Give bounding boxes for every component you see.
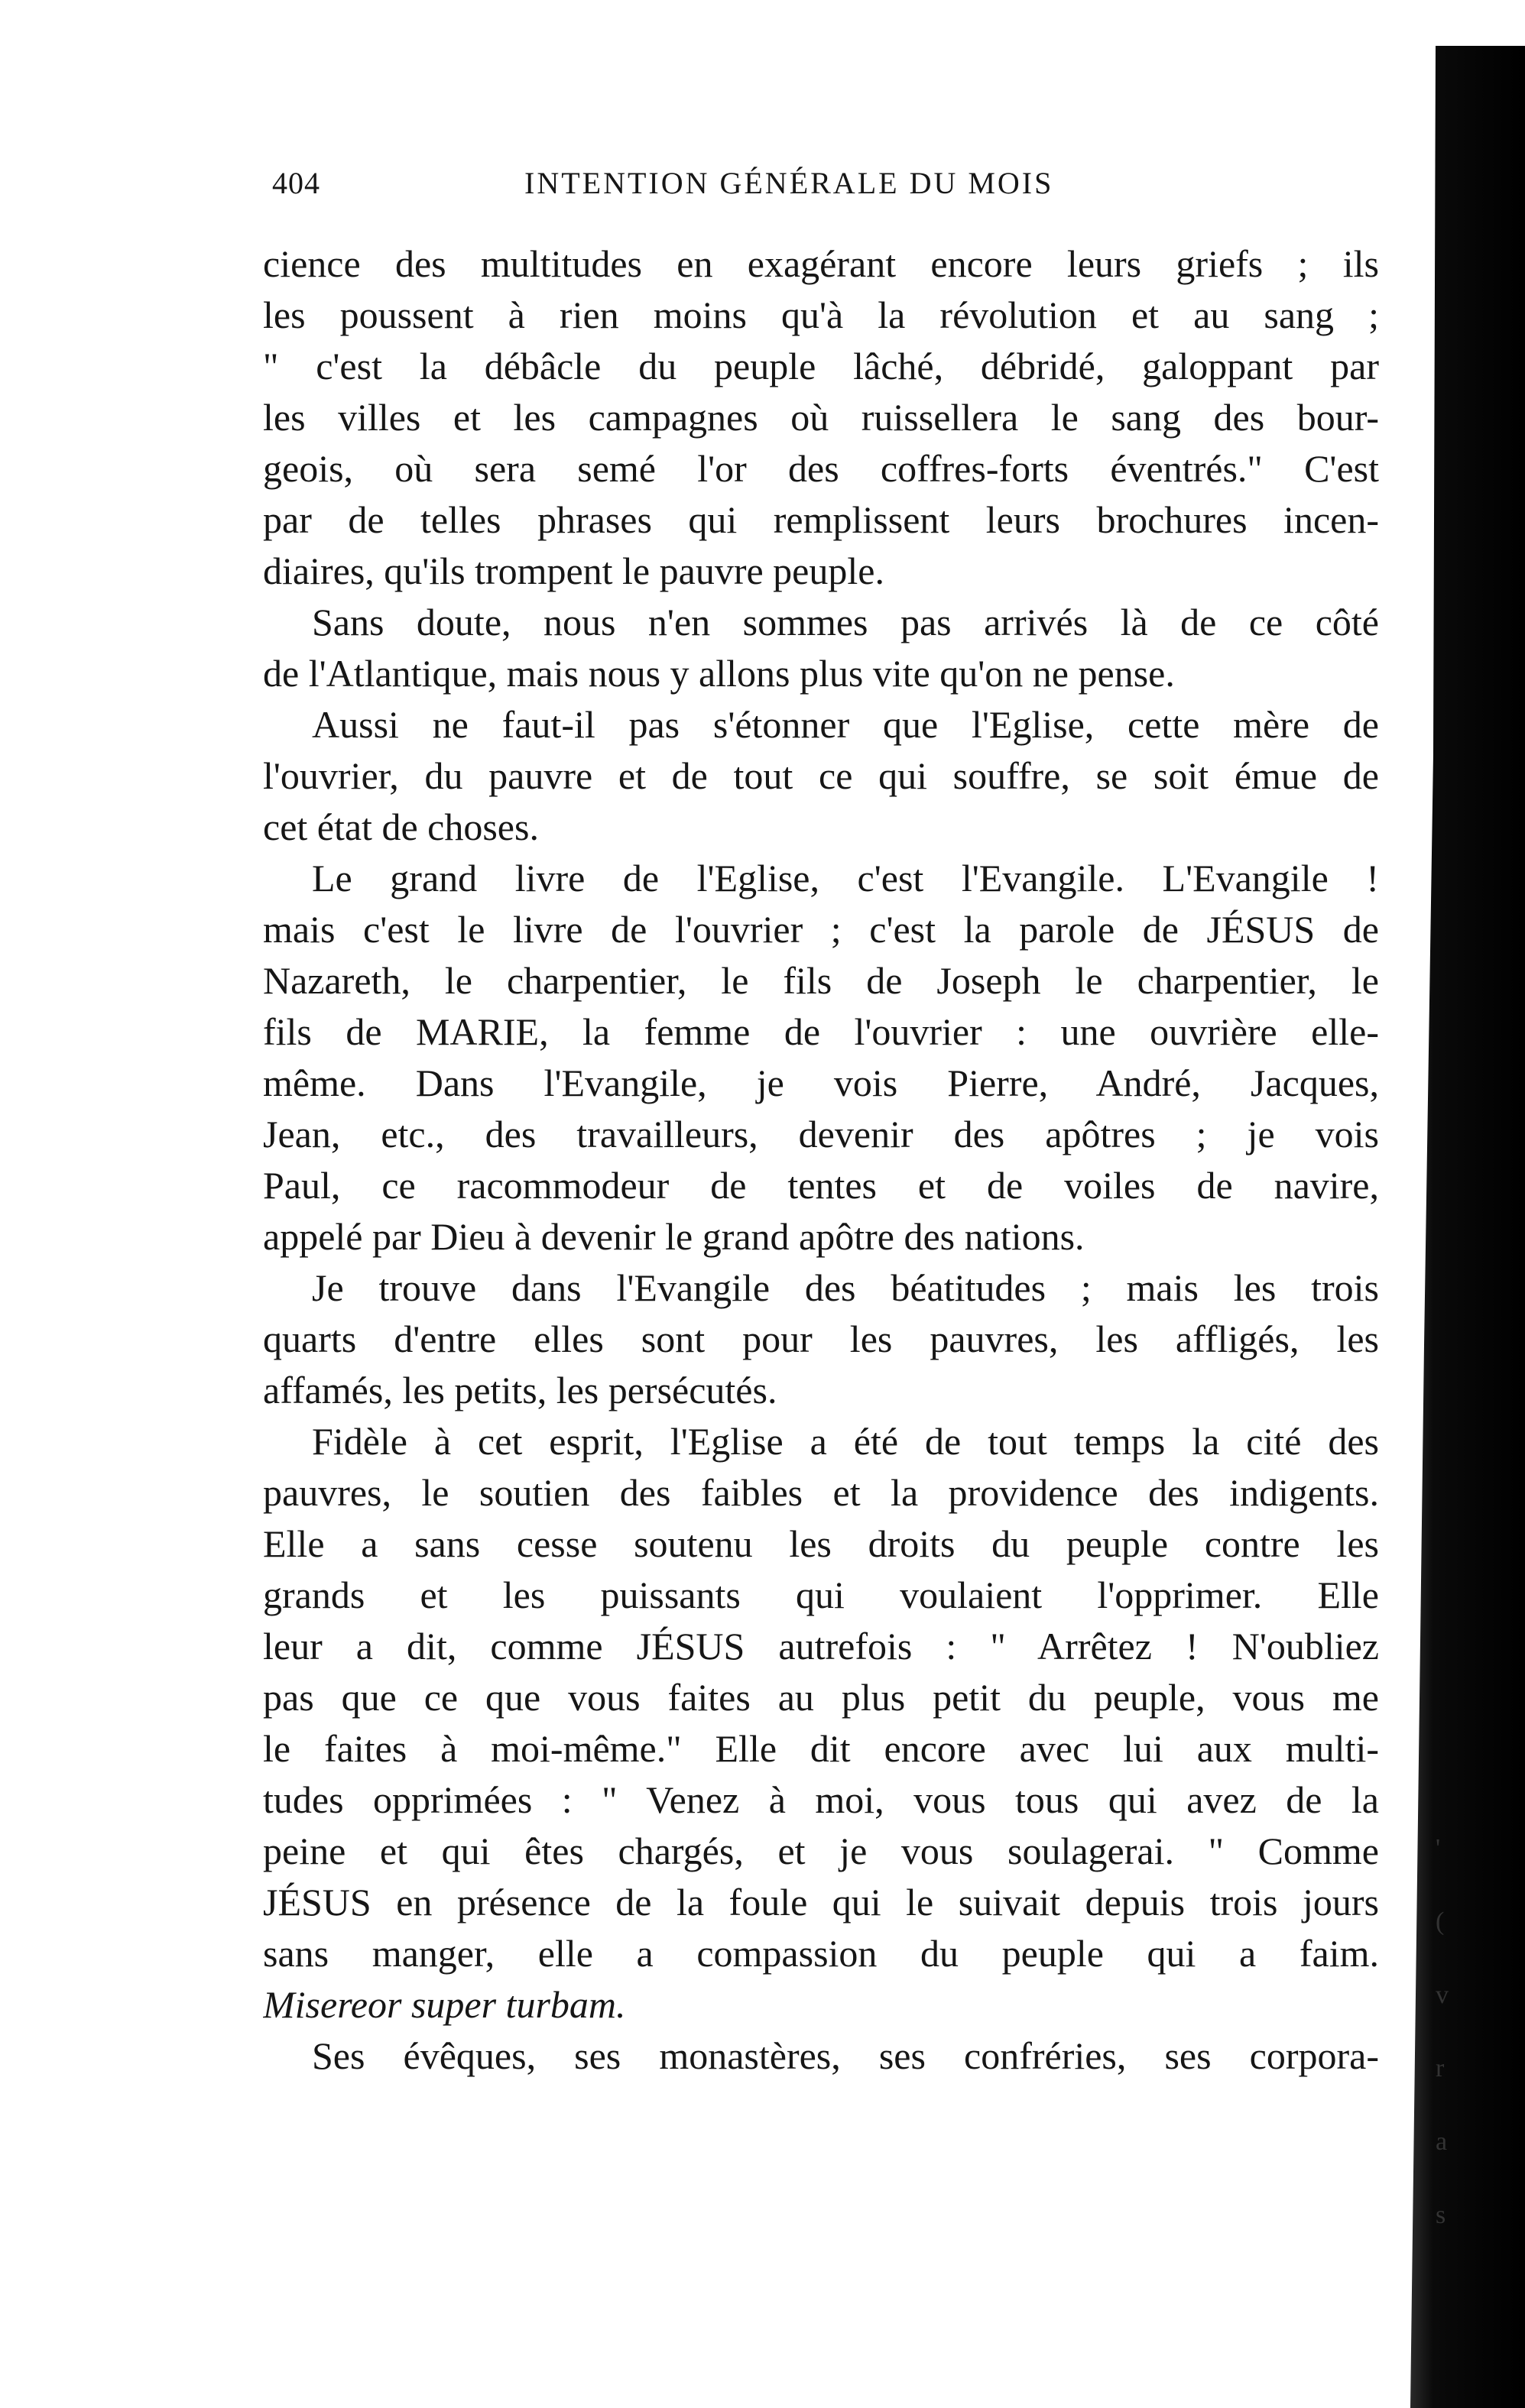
text-line: Je trouve dans l'Evangile des béatitudes ; mais les trois xyxy=(312,1266,1379,1309)
text-line: pauvres, le soutien des faibles et la providence des indigents. xyxy=(263,1471,1379,1514)
text-line: même. Dans l'Evangile, je vois Pierre, André, Jacques, xyxy=(263,1061,1379,1104)
text-line: de l'Atlantique, mais nous y allons plus vite qu'on ne pense. xyxy=(263,652,1175,695)
text-line: l'ouvrier, du pauvre et de tout ce qui souffre, se soit émue de xyxy=(263,754,1379,797)
text-line: Fidèle à cet esprit, l'Eglise a été de tout temps la cité des xyxy=(312,1420,1379,1463)
text-line: mais c'est le livre de l'ouvrier ; c'est la parole de JÉSUS de xyxy=(263,908,1379,951)
margin-fragment: ' xyxy=(1436,1834,1441,1862)
text-line: peine et qui êtes chargés, et je vous soulagerai. " Comme xyxy=(263,1829,1379,1872)
text-line: sans manger, elle a compassion du peuple qui a faim. xyxy=(263,1932,1379,1975)
text-line: Jean, etc., des travailleurs, devenir des apôtres ; je vois xyxy=(263,1113,1379,1155)
text-line: Paul, ce racommodeur de tentes et de voiles de navire, xyxy=(263,1164,1379,1207)
text-line: affamés, les petits, les persécutés. xyxy=(263,1369,777,1411)
margin-fragment: s xyxy=(1436,2201,1446,2229)
text-line: JÉSUS en présence de la foule qui le suivait depuis trois jours xyxy=(263,1881,1379,1923)
text-line: " c'est la débâcle du peuple lâché, débridé, galoppant par xyxy=(263,345,1379,387)
text-line: diaires, qu'ils trompent le pauvre peuple. xyxy=(263,549,884,592)
text-line: cience des multitudes en exagérant encore leurs griefs ; ils xyxy=(263,242,1379,285)
binding-shadow xyxy=(1410,46,1525,2408)
text-line: pas que ce que vous faites au plus petit du peuple, vous me xyxy=(263,1676,1379,1719)
running-title: INTENTION GÉNÉRALE DU MOIS xyxy=(524,166,1054,200)
text-line: les poussent à rien moins qu'à la révolution et au sang ; xyxy=(263,293,1379,336)
text-line: quarts d'entre elles sont pour les pauvres, les affligés, les xyxy=(263,1317,1379,1360)
margin-fragment: ( xyxy=(1436,1907,1445,1936)
text-line: Aussi ne faut-il pas s'étonner que l'Eglise, cette mère de xyxy=(312,703,1379,746)
margin-fragments xyxy=(1436,1834,1466,2274)
margin-fragment: a xyxy=(1436,2128,1448,2156)
margin-fragment: r xyxy=(1436,2054,1445,2082)
text-line: Sans doute, nous n'en sommes pas arrivés là de ce côté xyxy=(312,601,1379,643)
text-line: tudes opprimées : " Venez à moi, vous tous qui avez de la xyxy=(263,1778,1379,1821)
text-line: Misereor super turbam. xyxy=(263,1983,626,2026)
text-line: Nazareth, le charpentier, le fils de Joseph le charpentier, le xyxy=(263,959,1379,1002)
text-line: les villes et les campagnes où ruissellera le sang des bour- xyxy=(263,396,1379,439)
text-line: appelé par Dieu à devenir le grand apôtre des nations. xyxy=(263,1215,1085,1258)
page-number: 404 xyxy=(272,166,320,200)
text-line: par de telles phrases qui remplissent leurs brochures incen- xyxy=(263,498,1379,541)
text-line: grands et les puissants qui voulaient l'opprimer. Elle xyxy=(263,1573,1379,1616)
body-text xyxy=(263,238,1379,2082)
text-line: leur a dit, comme JÉSUS autrefois : " Arrêtez ! N'oubliez xyxy=(263,1625,1379,1667)
running-head xyxy=(272,165,1370,211)
text-line: Elle a sans cesse soutenu les droits du peuple contre les xyxy=(263,1522,1379,1565)
text-line: le faites à moi-même." Elle dit encore avec lui aux multi- xyxy=(263,1727,1379,1770)
text-line: fils de MARIE, la femme de l'ouvrier : une ouvrière elle- xyxy=(263,1010,1379,1053)
text-line: cet état de choses. xyxy=(263,805,539,848)
text-line: geois, où sera semé l'or des coffres-forts éventrés." C'est xyxy=(263,447,1379,490)
text-line: Le grand livre de l'Eglise, c'est l'Evangile. L'Evangile ! xyxy=(312,857,1379,899)
text-line: Ses évêques, ses monastères, ses confréries, ses corpora- xyxy=(312,2034,1379,2077)
margin-fragment: v xyxy=(1436,1981,1449,2009)
